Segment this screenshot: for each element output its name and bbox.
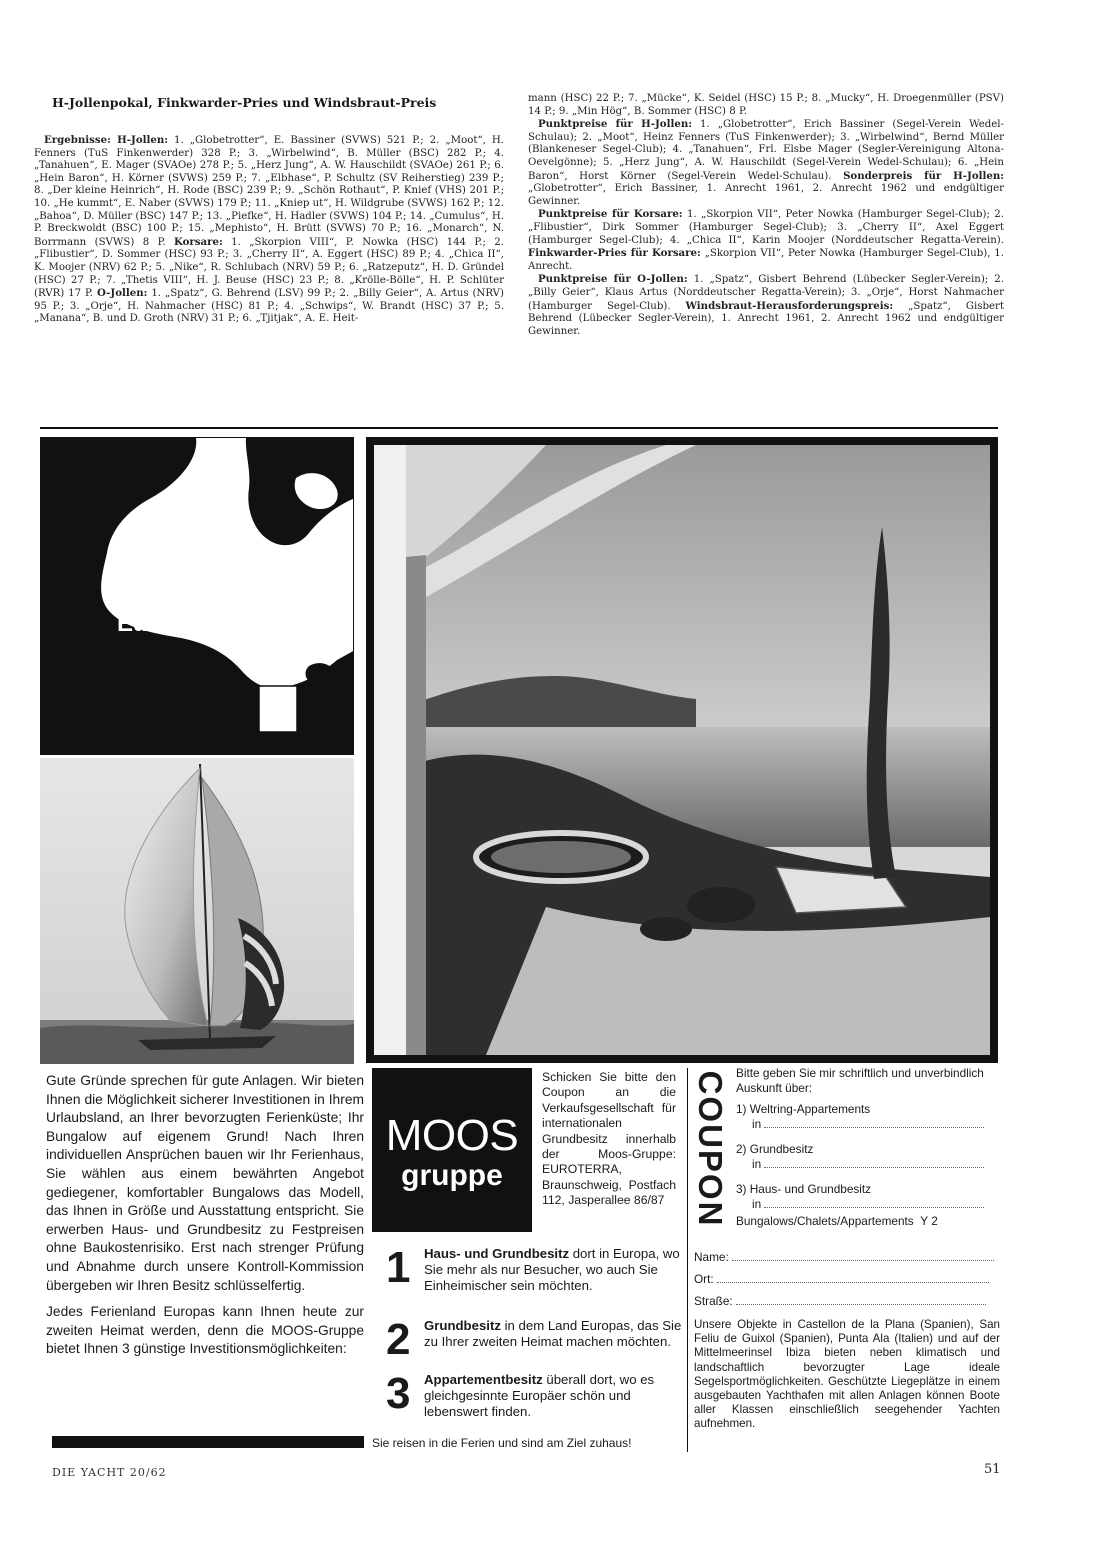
coupon-option-2-label: 2) Grundbesitz <box>736 1142 814 1156</box>
coupon-option-2[interactable] <box>736 1142 998 1172</box>
coupon-types-text: Bungalows/Chalets/Appartements <box>736 1214 914 1228</box>
slogan: Sie reisen in die Ferien und sind am Ziel zuhaus! <box>372 1436 632 1450</box>
punktpreise-o-text: 1. „Spatz“, Gisbert Behrend (Lübecker Segler-Verein); 2. „Billy Geier“, Klaus Artus (Norddeutscher Regatta-Verein); 3. „Orje“, Horst Nahmacher (Hamburger Segel-Club). <box>528 274 1004 312</box>
ad-body-paragraph-1: Gute Gründe sprechen für gute Anlagen. Wir bieten Ihnen die Möglichkeit sicherer Investitionen in Ihrem Urlaubsland, an Ihrer bevorzugten Ferienküste; Ihr Bungalow auf eigenem Grund! Nach Ihren individuellen Ansprüchen bauen wir Ihr Ferienhaus, Sie wählen aus einem bewährten Angebot gediegener, komfortabler Bungalows das Modell, das Ihnen in Größe und Ausstattung entspricht. Sie erwerben Haus- und Grundbesitz zu Festpreisen ohne Baukostenrisiko. Erst nach strenger Prüfung und Abnahme durch unsere Kontroll-Kommission übergeben wir Ihren Besitz schlüsselfertig. <box>46 1073 364 1293</box>
korsare-label: Korsare: <box>174 235 223 248</box>
investment-point-1 <box>372 1243 684 1306</box>
investment-point-3 <box>372 1369 684 1422</box>
punktpreise-h-label: Punktpreise für H-Jollen: <box>538 118 692 131</box>
coupon-ort-input[interactable] <box>717 1282 989 1283</box>
headline-line-1: Investieren <box>117 554 241 581</box>
finkwarder-label: Finkwarder-Pries für Korsare: <box>528 247 701 260</box>
coupon-option-2-in: in <box>752 1157 762 1171</box>
investment-point-2 <box>372 1315 684 1368</box>
coupon-ort-row[interactable] <box>694 1272 998 1287</box>
coupon-option-1-field[interactable] <box>764 1127 984 1128</box>
results-korsare: 1. „Skorpion VIII“, P. Nowka (HSC) 144 P.; 2. „Flibustier“, D. Sommer (HSC) 93 P.; 3. „Cherry II“, A. Eggert (HSC) 89 P.; 4. „Chica II“, K. Moojer (NRV) 62 P.; 5. „Nike“, R. Schlubach (NRV) 59 P.; 6. „Ratzeputz“, H. D. Gründel (HSC) 27 P.; 7. „Thetis VIII“, H. J. Beuse (HSC) 23 P.; 8. „Krölle-Bölle“, H. P. Schlüter (RVR) 17 P. <box>34 236 504 300</box>
coupon-name-input[interactable] <box>732 1260 994 1261</box>
footer-magazine: DIE YACHT 20/62 <box>52 1466 167 1479</box>
coupon-word: COUPON <box>692 1070 729 1228</box>
point-desc-1: dort in Europa, wo Sie mehr als nur Besucher, wo auch Sie Einheimischer sein möchten. <box>424 1246 680 1294</box>
results-continued: mann (HSC) 22 P.; 7. „Mücke“, K. Seidel (HSC) 15 P.; 8. „Mucky“, H. Droegenmüller (PSV) 14 P.; 9. „Min Hög“, B. Sommer (HSC) 8 P. <box>528 93 1004 117</box>
coupon-option-3-label: 3) Haus- und Grundbesitz <box>736 1182 872 1196</box>
coupon-name-label: Name: <box>694 1250 729 1264</box>
send-instructions: Schicken Sie bitte den Coupon an die Verkaufsgesellschaft für internationalen Grundbesitz innerhalb der Moos-Gruppe: EUROTERRA, Braunschweig, Postfach 112, Jasperallee 86/87 <box>542 1070 676 1208</box>
point-title-1: Haus- und Grundbesitz <box>424 1246 570 1261</box>
coupon-code: Y 2 <box>920 1214 938 1228</box>
point-desc-3: überall dort, wo es gleichgesinnte Europäer schön und lebenswert finden. <box>424 1372 655 1420</box>
moos-logo <box>372 1068 532 1232</box>
results-h-jollen: 1. „Globetrotter“, E. Bassiner (SVWS) 521 P.; 2. „Moot“, H. Fenners (TuS Finkenwerder) 328 P.; 3. „Wirbelwind“, B. Müller (BSC) 282 P.; 4. „Tanahuen“, E. Mager (SVAOe) 278 P.; 5. „Herz Jung“, A. W. Hauschildt (SVAOe) 261 P.; 6. „Hein Baron“, H. Körner (SVWS) 259 P.; 7. „Elbhase“, P. Schultz (SV Reiherstieg) 239 P.; 8. „Der kleine Heinrich“, H. Rode (BSC) 239 P.; 9. „Schön Rothaut“, P. Knief (VHS) 201 P.; 10. „He kummt“, E. Naber (SVWS) 179 P.; 11. „Kniep ut“, H. Wildgrube (SVWS) 162 P.; 12. „Bahoa“, D. Müller (BSC) 147 P.; 13. „Piefke“, H. Hadler (SVWS) 104 P.; 14. „Cumulus“, H. P. Breckwoldt (BSC) 100 P.; 15. „Mephisto“, H. Brütt (SVWS) 70 P.; 16. „Monarch“, N. Borrmann (SVWS) 8 P. <box>34 135 504 248</box>
coupon-name-row[interactable] <box>694 1250 998 1265</box>
map-headline <box>117 554 240 638</box>
coupon-strasse-label: Straße: <box>694 1294 733 1308</box>
logo-gruppe: gruppe <box>401 1159 503 1192</box>
article-column-right <box>528 93 1004 338</box>
results-o-jollen: 1. „Spatz“, G. Behrend (LSV) 99 P.; 2. „Billy Geier“, A. Artus (NRV) 95 P.; 3. „Orje“, H. Nahmacher (HSC) 81 P.; 4. „Schwips“, W. Brandt (HSC) 37 P.; 5. „Manana“, B. und D. Groth (NRV) 31 P.; 6. „Tjitjak“, A. E. Heit- <box>34 288 504 325</box>
coupon-strasse-input[interactable] <box>736 1304 986 1305</box>
article-title: H-Jollenpokal, Finkwarder-Pries und Windsbraut-Preis <box>52 95 437 110</box>
coupon-option-1[interactable] <box>736 1102 998 1132</box>
headline-line-2: Sie in <box>117 582 180 609</box>
sailboat-photo <box>40 758 354 1064</box>
sonderpreis-text: „Globetrotter“, Erich Bassiner, 1. Anrecht 1961, 2. Anrecht 1962 und endgültiger Gewinner. <box>528 183 1004 207</box>
objects-text: Unsere Objekte in Castellon de la Plana (Spanien), San Feliu de Guixol (Spanien), Punta Ala (Italien) und auf der Mittelmeerinsel Ibiza bieten neben klimatisch und landschaftlich bevorzugter Lage ideale Segelsportmöglichkeiten. Geschützte Liegeplätze in einem ausgebauten Yachthafen mit allen Anlagen können Boote aller Klassen einschließlich seegehender Yachten aufnehmen. <box>694 1318 1000 1431</box>
point-text-1 <box>424 1246 682 1295</box>
point-title-3: Appartementbesitz <box>424 1372 543 1387</box>
punktpreise-korsare-text: 1. „Skorpion VII“, Peter Nowka (Hamburger Segel-Club); 2. „Flibustier“, Dirk Sommer (Hamburger Segel-Club); 3. „Cherry II“, Axel Eggert (Hamburger Segel-Club); 4. „Chica II“, Karin Moojer (Norddeutscher Regatta-Verein). <box>528 209 1004 246</box>
coupon-divider <box>687 1068 688 1452</box>
coupon-intro: Bitte geben Sie mir schriftlich und unverbindlich Auskunft über: <box>736 1066 984 1095</box>
coupon-option-3-in: in <box>752 1197 762 1211</box>
point-number-1: 1 <box>386 1243 411 1292</box>
punktpreise-o-label: Punktpreise für O-Jollen: <box>538 273 688 286</box>
point-title-2: Grundbesitz <box>424 1318 501 1333</box>
coupon-option-1-label: 1) Weltring-Appartements <box>736 1102 871 1116</box>
windsbraut-text: „Spatz“, Gisbert Behrend (Lübecker Segler-Verein), 1. Anrecht 1961, 2. Anrecht 1962 und endgültiger Gewinner. <box>528 300 1004 337</box>
europe-map-graphic <box>40 437 354 755</box>
bungalow-coast-photo <box>366 437 998 1063</box>
logo-moos: MOOS <box>385 1111 519 1160</box>
finkwarder-text: „Skorpion VII“, Peter Nowka (Hamburger Segel-Club), 1. Anrecht. <box>528 248 1004 272</box>
article-column-left <box>34 134 504 326</box>
coupon-option-2-field[interactable] <box>764 1167 984 1168</box>
punktpreise-korsare-label: Punktpreise für Korsare: <box>538 208 683 221</box>
results-label: Ergebnisse: H-Jollen: <box>44 134 169 146</box>
article-divider <box>40 427 998 429</box>
footer-page-number: 51 <box>984 1462 1001 1477</box>
coupon-label <box>692 1064 728 1234</box>
point-number-3: 3 <box>386 1369 411 1418</box>
coupon-ort-label: Ort: <box>694 1272 714 1286</box>
point-text-2 <box>424 1318 682 1350</box>
headline-line-3: Europa! <box>117 610 206 637</box>
ad-body-text <box>46 1072 364 1359</box>
o-jollen-label: O-Jollen: <box>96 287 148 300</box>
point-text-3 <box>424 1372 682 1421</box>
coupon-strasse-row[interactable] <box>694 1294 998 1309</box>
punktpreise-h-text: 1. „Globetrotter“, Erich Bassiner (Segel-Verein Wedel-Schulau); 2. „Moot“, Heinz Fenners (TuS Finkenwerder); 3. „Wirbelwind“, Bernd Müller (Blankeneser Segel-Club); 4. „Tanahuen“, Frl. Elsbe Mager (Segler-Vereinigung Altona-Oevelgönne); 5. „Herz Jung“, A. W. Hauschildt (Segel-Verein Wedel-Schulau); 6. „Hein Baron“, Horst Körner (Segel-Verein Wedel-Schulau). <box>528 119 1004 182</box>
coupon-option-3-field[interactable] <box>764 1207 984 1208</box>
coupon-option-3[interactable] <box>736 1182 998 1212</box>
point-desc-2: in dem Land Europas, das Sie zu Ihrer zweiten Heimat machen möchten. <box>424 1318 682 1350</box>
sonderpreis-label: Sonderpreis für H-Jollen: <box>843 169 1005 182</box>
ad-body-paragraph-2: Jedes Ferienland Europas kann Ihnen heute zur zweiten Heimat werden, denn die MOOS-Gruppe bietet Ihnen 3 günstige Investitionsmöglichkeiten: <box>46 1304 364 1357</box>
coupon-types <box>736 1214 998 1229</box>
coupon-option-1-in: in <box>752 1117 762 1131</box>
windsbraut-label: Windsbraut-Herausforderungspreis: <box>685 299 894 312</box>
slogan-bar <box>52 1436 364 1448</box>
point-number-2: 2 <box>386 1315 411 1364</box>
